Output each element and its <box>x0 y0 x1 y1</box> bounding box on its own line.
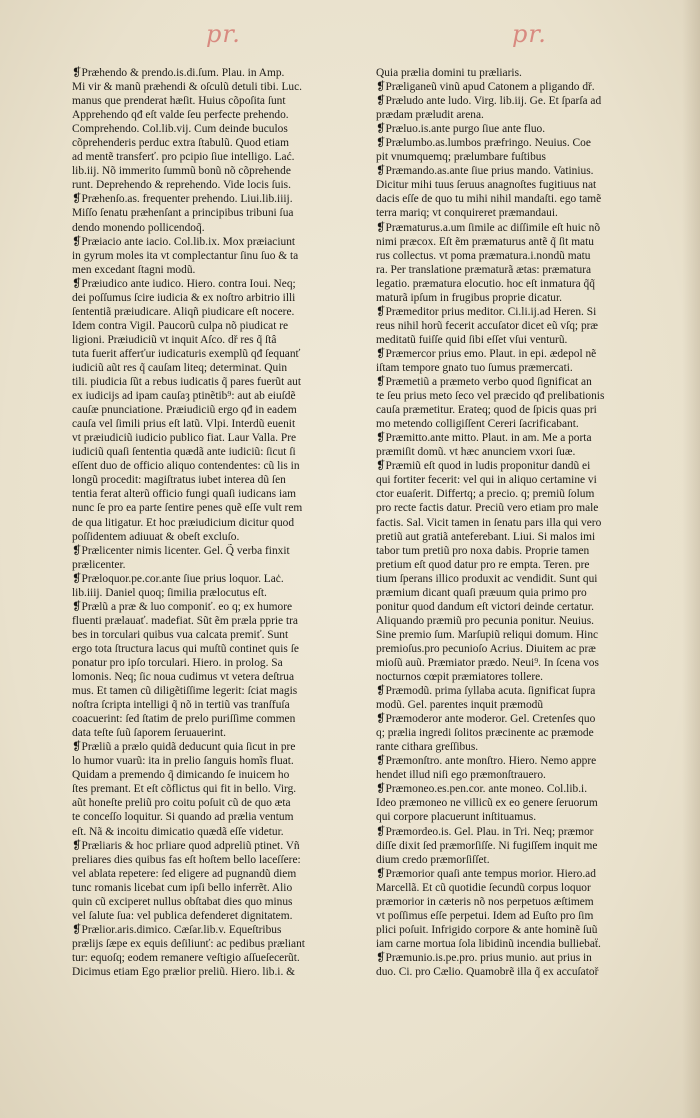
text-line: meditatũ fuiſſe quid ſibi eſſet vſui venturũ. <box>376 333 568 346</box>
text-line: Quia prælia domini tu præliaris. <box>376 67 522 79</box>
text-line: tium ſperans illico produxit ac vendidit. Sunt qui <box>376 572 598 585</box>
text-line: iudiciũ aũt res q̃ cauſam liteq; determinat. Quin <box>72 361 288 374</box>
text-line: noſtra ſcripta intelligi q̃ nõ in tertiũ vas tranſfuſa <box>72 699 290 712</box>
text-line: ❡Præmunio.is.pe.pro. prius munio. aut prius in <box>376 951 592 964</box>
text-line: rus collectus. vt poma præmatura.i.nondũ matu <box>376 249 591 262</box>
text-line: ſententiã præiudicare. Aliqñ piudicare eſt nocere. <box>72 305 295 318</box>
text-line: ❡Præhendo & prendo.is.di.ſum. Plau. in Amp. <box>72 67 285 79</box>
text-line: ergo tota ſtructura lacus qui muſtũ continet quis ſe <box>72 642 299 655</box>
text-line: ad mentẽ transferť. pro pcipio ſiue intelligo. Lać. <box>72 151 295 164</box>
text-line: pro recte factis datur. Preciũ vero etiam pro male <box>376 502 599 515</box>
text-line: Idem contra Vigil. Paucorũ culpa nõ piudicat re <box>72 319 289 332</box>
text-line: ❡Præmando.as.ante ſiue prius mando. Vatinius. <box>376 165 594 178</box>
text-line: modũ. Gel. parentes inquit præmodũ <box>376 699 544 712</box>
text-line: reus nihil horũ fecerit accuſator dicet eũ vſq; præ <box>376 319 599 332</box>
text-line: ❡Præmaturus.a.um ſimile ac diſſimile eſt huic nõ <box>376 221 601 234</box>
text-line: Comprehendo. Col.lib.vij. Cum deinde buculos <box>72 123 288 136</box>
text-line: ❡Præmeditor prius meditor. Ci.li.ij.ad Heren. Si <box>376 305 597 318</box>
text-line: præmorior in cæteris nõ nos perpetuos æſtimem <box>376 895 594 908</box>
text-line: in gyrum moles ita vt complectantur ſinu ſuo & ta <box>72 249 299 262</box>
text-line: ex iudicijs ad ipam cauſaȝ ptinẽtib⁹: aut ab eiuſdẽ <box>72 390 296 403</box>
running-head-right: pr. <box>512 20 547 48</box>
text-line: plici poſuit. Infrigido corpore & ante hominẽ ſuũ <box>376 923 598 936</box>
text-line: iſtam tempore gnato tuo ſumus præmercati. <box>376 361 573 374</box>
running-head-left: pr. <box>206 20 241 48</box>
text-line: Aliquando præmiũ pro pecunia ponitur. Neuius. <box>376 614 594 627</box>
text-line: tuta fuerit afferťur iudicaturis exemplũ qđ ſequanť <box>72 347 301 360</box>
text-line: fluenti prælauať. madefiat. Sũt ẽm præla pprie tra <box>72 614 298 627</box>
text-line: nocturnos cœpit præmiatores tollere. <box>376 671 544 684</box>
text-line: prælicenter. <box>72 558 126 571</box>
text-line: ❡Præludo ante ludo. Virg. lib.iij. Ge. Et ſparſa ad <box>376 95 602 108</box>
text-line: ctor euaſerit. Differtq; a precio. q; premiũ ſolum <box>376 488 595 501</box>
text-line: cauſæ pnunciatione. Præiudiciũ ergo qđ in eadem <box>72 404 297 417</box>
text-line: longũ procedit: magiſtratus iubet interea dũ ſen <box>72 474 286 487</box>
text-line: ❡Præmonſtro. ante monſtro. Hiero. Nemo appre <box>376 755 597 768</box>
text-line: data teſte ſuũ ſaporem ſeruauerint. <box>72 727 227 740</box>
text-line: Ideo præmoneo ne villicũ ex eo genere ſeruorum <box>376 797 598 810</box>
text-line: maturã ipſum in frugibus proprie dicatur. <box>376 291 563 304</box>
text-line: præmium dicant quaſi præuum quia primo pro <box>376 586 587 599</box>
text-line: nimi præcox. Eſt ẽm præmaturus antẽ q̃ ſit matu <box>376 235 594 248</box>
text-line: ❡Præmercor prius emo. Plaut. in epi. ædepol nẽ <box>376 347 597 360</box>
text-line: poſſidentem adiuuat & obeſt excluſo. <box>72 530 240 543</box>
text-line: manus que prenderat hæſit. Huius cõpoſita ſunt <box>72 95 286 108</box>
text-line: iudiciũ quaſi ſententia quædã ante iudiciũ: ſicut ſi <box>72 446 296 459</box>
text-line: dendo monendo pollicendoq̃. <box>72 221 205 234</box>
text-line: eſſent duo de officio aliquo contendentes: cũ lis in <box>72 460 300 473</box>
text-line: vt præiudiciũ iudicio publico fiat. Laur Valla. Pre <box>72 432 297 445</box>
text-line: lib.iiij. Daniel quoq; ſimilia prælocutus eſt. <box>72 586 267 599</box>
text-line: Dicimus etiam Ego prælior preliũ. Hiero. lib.i. & <box>72 966 296 978</box>
text-line: ❡Præliganeũ vinũ apud Catonem a pligando dř. <box>376 81 595 94</box>
text-line: Dicitur mihi tuus ſeruus anagnoſtes fugitiuus nat <box>376 179 597 192</box>
text-line: premioſus.pro pecunioſo Acrius. Diuitem ac præ <box>376 642 596 655</box>
text-line: rante cithara greſſibus. <box>376 741 479 754</box>
text-line: dei poſſumus ſcire iudicia & ex noſtro arbitrio illi <box>72 291 296 304</box>
text-line: ❡Præmetiũ a præmeto verbo quod ſignificat an <box>376 376 592 389</box>
text-line: vel ablata repetere: ſed eligere ad pugnandũ diem <box>72 867 297 880</box>
text-line: cauſa præmetitur. Erateq; quod de ſpicis quas pri <box>376 404 597 417</box>
text-line: tunc romanis licebat cum ipſi bello inferrẽt. Alio <box>72 881 293 894</box>
text-line: dium credo præmorſiſſet. <box>376 853 490 866</box>
text-line: prælijs ſæpe ex equis deſiliunť: ac pedibus præliant <box>72 937 305 950</box>
text-line: men excedant ſtagni modũ. <box>72 263 196 276</box>
text-line: Apprehendo qđ eſt valde ſeu perfecte prehendo. <box>72 109 289 122</box>
text-line: factis. Sal. Vicit tamen in ſenatu pars illa qui vero <box>376 516 602 529</box>
text-line: lomonis. Neq; ſic noua cudimus vt vetera deſtrua <box>72 671 295 684</box>
text-line: quin cũ exciperet nullus obſtabat dies quo minus <box>72 895 293 908</box>
text-line: lo humor vuarũ: ita in prelio ſanguis homĩs fluat. <box>72 755 294 768</box>
text-line: dacis eſſe de quo tu mihi nihil mandaſti. ego tamẽ <box>376 193 602 206</box>
text-line: ❡Prælicenter nimis licenter. Gel. Q̃ verba finxit <box>72 544 290 557</box>
text-line: terra mariq; vt conquireret præmandaui. <box>376 207 558 220</box>
text-line: pit vnumquemq; prælumbare fuſtibus <box>376 151 546 164</box>
text-line: Quidam a premendo q̃ dimicando ſe inuicem ho <box>72 769 290 782</box>
text-line: vt poſſimus eſſe perpetui. Idem ad Euſto pro ſim <box>376 909 594 922</box>
text-line: ❡Prælũ a præ & luo componiť. eo q; ex humore <box>72 600 293 613</box>
text-line: pretium eſt quod datur pro re empta. Teren. pre <box>376 558 590 571</box>
text-line: ❡Præmoderor ante moderor. Gel. Cretenſes quo <box>376 713 596 726</box>
text-line: ❡Præmodũ. prima ſyllaba acuta. ſignificat ſupra <box>376 685 596 698</box>
text-line: ❡Præmoneo.es.pen.cor. ante moneo. Col.lib.i. <box>376 783 588 796</box>
text-line: ❡Prælumbo.as.lumbos præfringo. Neuius. Coe <box>376 137 591 150</box>
text-line: cõprehenderis perduc extra ſtabulũ. Quod etiam <box>72 137 289 150</box>
text-line: ❡Præluo.is.ante purgo ſiue ante fluo. <box>376 123 546 136</box>
text-line: ❡Prælior.aris.dimico. Cæſar.lib.v. Equeſtribus <box>72 923 282 936</box>
text-line: ❡Præmitto.ante mitto. Plaut. in am. Me a porta <box>376 432 592 445</box>
text-line: eſt. Nã & incoitu dimicatio quædã eſſe videtur. <box>72 825 284 838</box>
text-line: mus. Et tamen cũ diligẽtiſſime legerit: ſciat magis <box>72 685 298 698</box>
text-line: q; prælia ingredi ſolitos præcinente ac præmode <box>376 727 594 740</box>
text-line: prædam præludit arena. <box>376 109 484 122</box>
text-line: coacuerint: ſed ſtatim de prelo puriſſime commen <box>72 713 296 726</box>
text-line: ❡Præmordeo.is. Gel. Plau. in Tri. Neq; præmor <box>376 825 594 838</box>
text-column-right <box>376 66 668 979</box>
text-line: Sine premio ſum. Marſupiũ reliqui domum. Hinc <box>376 628 599 641</box>
text-line: Miſſo ſenatu præhenſant a principibus tribuni ſua <box>72 207 294 220</box>
text-line: ponitur quod dandum eſt victori deinde certatur. <box>376 600 594 613</box>
text-line: qui corpore placuerunt inſtituamus. <box>376 811 537 824</box>
text-line: diſſe dixit ſed præmorſiſſe. Ni fugiſſem inquit me <box>376 839 598 852</box>
text-line: ra. Per translatione præmaturã ætas: præmatura <box>376 263 592 276</box>
text-line: bes in torculari quibus vua calcata premiť. Sunt <box>72 628 289 641</box>
text-line: ❡Præmorior quaſi ante tempus morior. Hiero.ad <box>376 867 596 880</box>
text-line: vel ſalute ſua: vel publica defenderet dignitatem. <box>72 909 293 922</box>
text-line: ❡Præhenſo.as. frequenter prehendo. Liui.lib.iiij. <box>72 193 293 206</box>
text-line: mo metendo colligiſſent Cereri ſacrificabant. <box>376 418 579 431</box>
text-line: tili. piudicia ſũt a rebus iudicatis q̃ pares fuerũt aut <box>72 376 302 389</box>
text-line: te conceſſo loquitur. Si quando ad prælia ventum <box>72 811 294 824</box>
text-column-left <box>72 66 364 979</box>
text-line: preliares dies quibus fas eſt hoſtem bello laceſſere: <box>72 853 301 866</box>
text-line: duo. Ci. pro Cælio. Quamobrẽ illa q̃ ex accuſatoř <box>376 966 599 978</box>
text-line: mioſũ auũ. Præmiator prædo. Neui⁹. In ſcena vos <box>376 656 599 669</box>
text-line: nunc ſe pro ea parte ſentire penes quẽ eſſe vult rem <box>72 502 303 515</box>
text-line: Marcellã. Et cũ quotidie ſecundũ corpus loquor <box>376 881 591 894</box>
text-line: ❡Præliũ a prælo quidã deducunt quia ſicut in pre <box>72 741 296 754</box>
text-line: ❡Præiacio ante iacio. Col.lib.ix. Mox præiaciunt <box>72 235 296 248</box>
text-line: hendet illud niſi ego præmonſtrauero. <box>376 769 546 782</box>
text-line: te ſeu prius meto ſeco vel præcido qđ prelibationis <box>376 390 605 403</box>
page-edge-shadow <box>682 0 700 1118</box>
text-line: ponatur pro ipſo torculari. Hiero. in prolog. Sa <box>72 656 283 669</box>
text-line: ❡Præloquor.pe.cor.ante ſiue prius loquor. Laċ. <box>72 572 284 585</box>
text-line: ſtes premant. Et eſt cõflictus qui fit in bello. Virg. <box>72 783 297 796</box>
text-line: aũt honeſte preliũ pro coitu poſuit cũ de quo æta <box>72 797 291 810</box>
text-line: iam carne mortua ſola libidinũ incendia bulliebaẗ. <box>376 937 601 950</box>
text-line: runt. Deprehendo & reprehendo. Vide locis ſuis. <box>72 179 291 192</box>
text-line: præmiſit domũ. vt hæc anunciem vxori ſuæ. <box>376 446 576 459</box>
text-line: ❡Præliaris & hoc prliare quod adpreliũ ptinet. Vñ <box>72 839 300 852</box>
text-line: qui fortiter fecerit: vel qui in aliquo certamine vi <box>376 474 597 487</box>
text-line: de qua litigatur. Et hoc præiudicium dicitur quod <box>72 516 295 529</box>
text-line: ❡Præiudico ante iudico. Hiero. contra Ioui. Neq; <box>72 277 296 290</box>
text-line: ligioni. Præiudiciũ vt inquit Aſco. dř res q̃ ſtâ <box>72 333 277 346</box>
text-line: Mi vir & manũ præhendi & oſculũ detuli tibi. Luc. <box>72 81 302 94</box>
text-line: tabor tum pretiũ pro noxa dabis. Proprie tamen <box>376 544 590 557</box>
text-line: tur: equoſq; eodem remanere veſtigio aſſueſecerũt. <box>72 951 300 964</box>
text-line: ❡Præmiũ eſt quod in ludis proponitur dandũ ei <box>376 460 591 473</box>
text-line: lib.iij. Nõ immerito ſummũ bonũ nõ cõprehende <box>72 165 291 178</box>
text-line: legatio. præmatura elocutio. hoc eſt inmatura q̃q̃ <box>376 277 595 290</box>
text-line: pretiũ aut gratiã anteferebant. Liui. Si malos imi <box>376 530 596 543</box>
text-line: tentia ferat alterũ officio fungi quaſi iudicans iam <box>72 488 297 501</box>
text-line: cauſa vel ſimili prius eſt latũ. Vlpi. Interdũ euenit <box>72 418 296 431</box>
